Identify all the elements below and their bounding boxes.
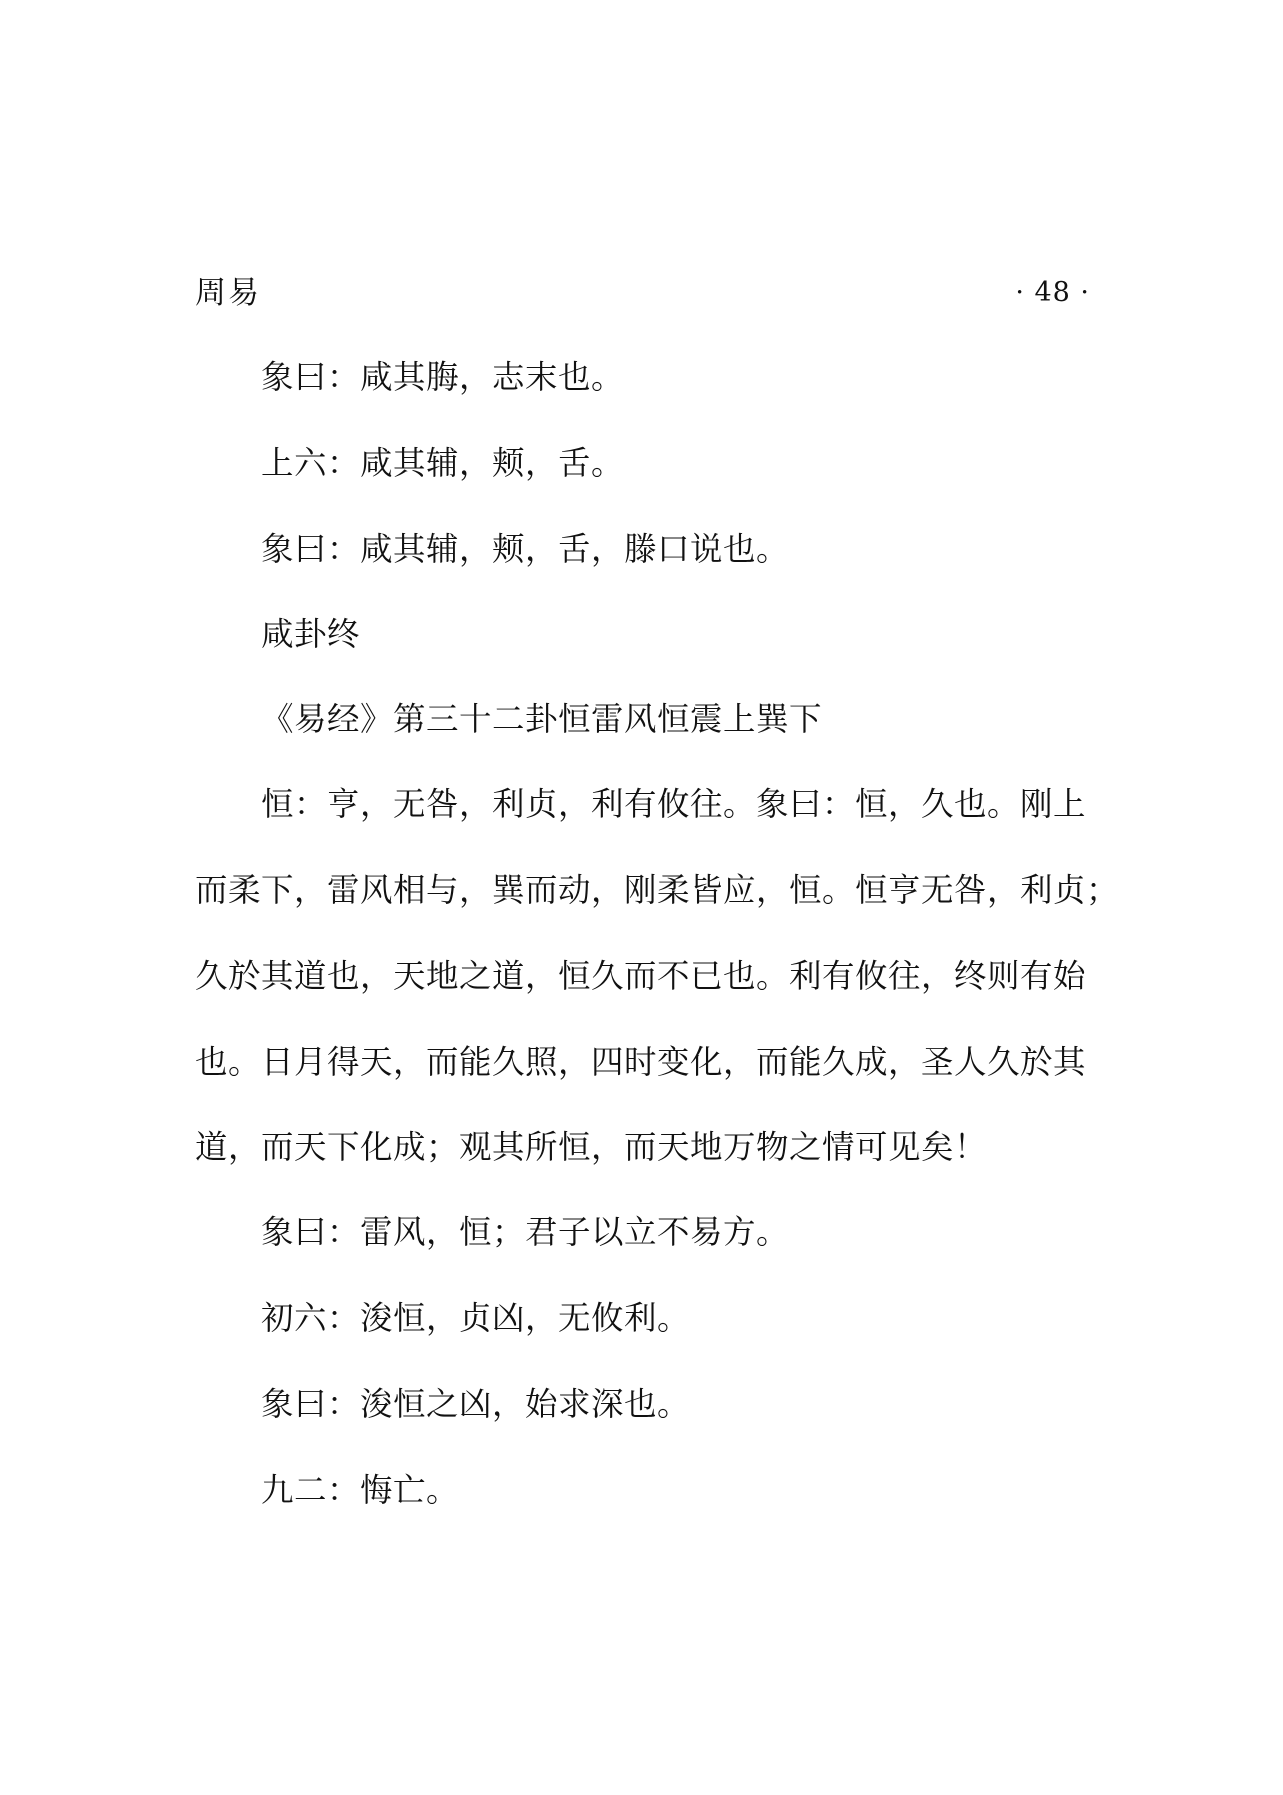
page-header bbox=[195, 268, 1090, 318]
text-line: 上六：咸其辅，颊，舌。 bbox=[261, 444, 625, 482]
paragraph-line: 道，而天下化成；观其所恒，而天地万物之情可见矣！ bbox=[195, 1128, 988, 1166]
paragraph-line: 久於其道也，天地之道，恒久而不已也。利有攸往，终则有始 bbox=[195, 957, 1087, 995]
paragraph-line: 也。日月得天，而能久照，四时变化，而能久成，圣人久於其 bbox=[195, 1043, 1087, 1081]
hexagram-heading: 《易经》第三十二卦恒雷风恒震上巽下 bbox=[261, 700, 823, 738]
text-line: 象曰：雷风，恒；君子以立不易方。 bbox=[261, 1213, 790, 1251]
text-line: 象曰：咸其辅，颊，舌，滕口说也。 bbox=[261, 530, 790, 568]
text-line: 九二：悔亡。 bbox=[261, 1471, 460, 1509]
page-number: · 48 · bbox=[1015, 277, 1090, 308]
text-line: 初六：浚恒，贞凶，无攸利。 bbox=[261, 1299, 691, 1337]
section-end-line: 咸卦终 bbox=[261, 615, 361, 653]
text-line: 象曰：咸其脢，志末也。 bbox=[261, 358, 625, 396]
running-title: 周易 bbox=[195, 275, 261, 311]
paragraph-line: 而柔下，雷风相与，巽而动，刚柔皆应，恒。恒亨无咎，利贞； bbox=[195, 871, 1120, 909]
text-line: 象曰：浚恒之凶，始求深也。 bbox=[261, 1385, 691, 1423]
paragraph-line: 恒：亨，无咎，利贞，利有攸往。象曰：恒，久也。刚上 bbox=[261, 785, 1087, 823]
